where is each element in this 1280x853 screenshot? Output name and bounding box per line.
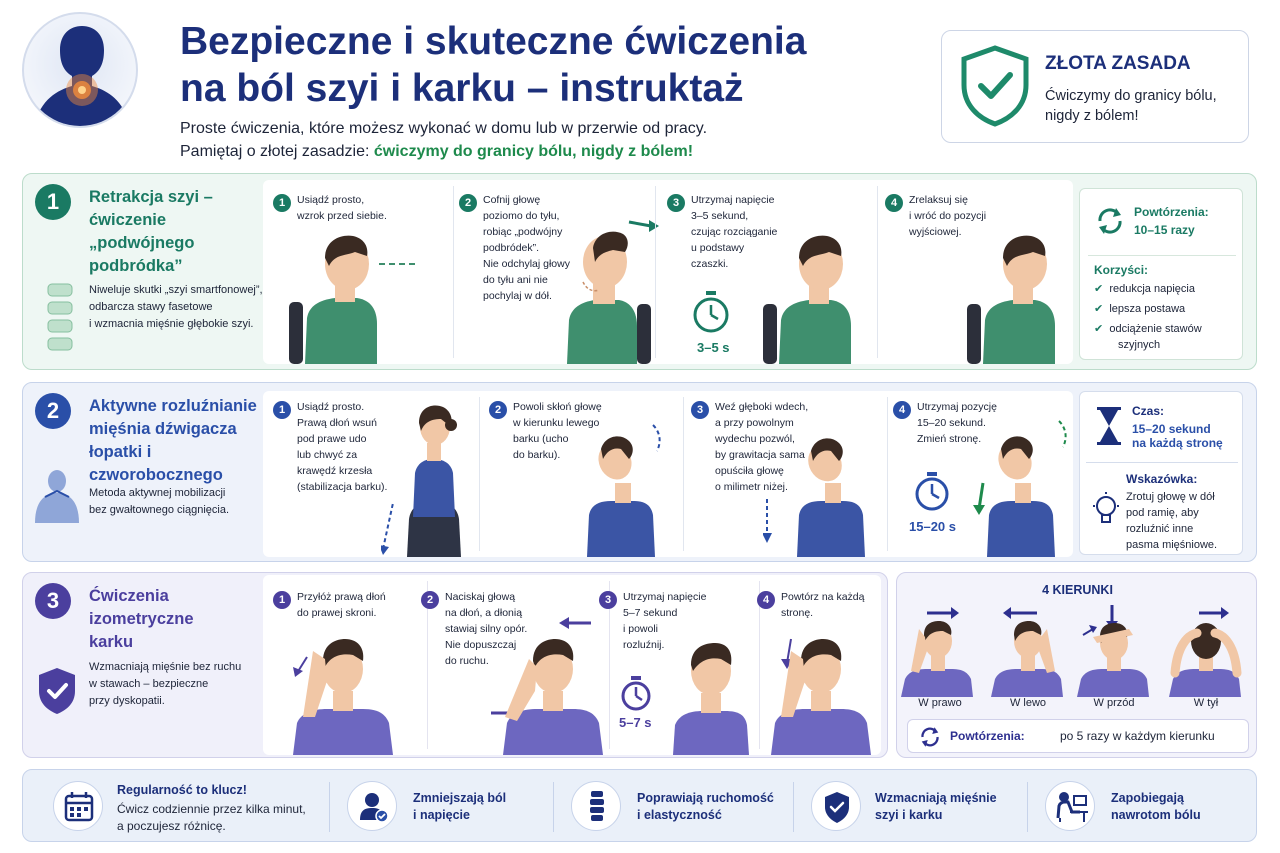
direction-left-figure: [991, 607, 1063, 697]
section-title: Retrakcja szyi – ćwiczenie „podwójnego podbródka”: [89, 188, 213, 275]
timer-label: 3–5 s: [697, 340, 730, 355]
subtitle: Proste ćwiczenia, które możesz wykonać w domu lub w przerwie od pracy.: [180, 120, 708, 137]
section-title: Aktywne rozluźnianie mięśnia dźwigacza łopatki i czworobocznego: [89, 397, 257, 484]
four-directions-card: [896, 572, 1257, 758]
timer-label: 5–7 s: [619, 715, 652, 730]
benefit-item: ✔ redukcja napięcia: [1094, 283, 1195, 295]
golden-rule-reminder: Pamiętaj o złotej zasadzie: ćwiczymy do granicy bólu, nigdy z bólem!: [180, 143, 694, 160]
calendar-icon: [53, 781, 103, 831]
direction-label-left: W lewo: [1009, 697, 1047, 709]
head-tilt-left-figure: [563, 419, 673, 557]
spine-icon: [45, 282, 75, 354]
step-text: Utrzymaj napięcie 5–7 sekund i powoli rozluźnij.: [623, 591, 707, 651]
lightbulb-icon: [1092, 492, 1120, 528]
stopwatch-icon: [691, 290, 731, 334]
direction-back-figure: [1169, 607, 1241, 697]
neck-pain-illustration: [22, 12, 138, 128]
footer-text: Zmniejszają ból i napięcie: [413, 791, 507, 822]
footer-title: Regularność to klucz!: [117, 783, 247, 797]
step-number: 3: [691, 401, 709, 419]
relaxed-man-figure: [659, 635, 755, 755]
spine-icon: [571, 781, 621, 831]
time-tip-box: [1079, 391, 1243, 555]
section-isometric-exercises: [22, 572, 888, 758]
step-number: 2: [489, 401, 507, 419]
directions-figures: [897, 603, 1258, 697]
section-title: Ćwiczenia izometryczne karku: [89, 587, 194, 651]
steps-panel: [263, 180, 1073, 364]
benefit-item-continued: szyjnych: [1118, 339, 1161, 351]
shoulders-icon: [33, 467, 81, 523]
step-text: Zrelaksuj się i wróć do pozycji wyjściowej.: [909, 194, 987, 238]
person-check-icon: [347, 781, 397, 831]
section-description: Metoda aktywnej mobilizacji bez gwałtownego ciągnięcia.: [89, 487, 230, 516]
head-tilt-gravity-figure: [763, 419, 883, 557]
sitting-man-hold-figure: [759, 214, 879, 364]
golden-rule-text: Ćwiczymy do granicy bólu, nigdy z bólem!: [1045, 88, 1217, 124]
step-number: 4: [885, 194, 903, 212]
step-number: 3: [599, 591, 617, 609]
footer-text: Poprawiają ruchomość i elastyczność: [637, 791, 774, 822]
step-text: Utrzymaj napięcie 3–5 sekund, czując rozciąganie u podstawy czaszki.: [691, 194, 778, 270]
step-number: 3: [667, 194, 685, 212]
direction-label-right: W prawo: [918, 697, 962, 709]
direction-label-forward: W przód: [1093, 697, 1135, 709]
time-value: 15–20 sekund na każdą stronę: [1132, 422, 1223, 450]
time-label: Czas:: [1132, 404, 1165, 418]
step-number: 1: [273, 591, 291, 609]
step-text: Przyłóż prawą dłoń do prawej skroni.: [297, 591, 386, 619]
sitting-man-side-figure: [283, 226, 423, 364]
direction-right-figure: [901, 607, 973, 697]
step-text: Weź głęboki wdech, a przy powolnym wydechu pozwól, by grawitacja sama opuściła głowę o milimetr niżej.: [715, 401, 809, 493]
section-neck-retraction: [22, 173, 1257, 370]
repeat-icon: [1094, 205, 1126, 237]
direction-forward-figure: [1077, 605, 1149, 697]
section-description: Wzmacniają mięśnie bez ruchu w stawach – bezpieczne przy dyskopatii.: [89, 661, 242, 707]
step-number: 4: [893, 401, 911, 419]
direction-label-back: W tył: [1193, 697, 1219, 709]
check-icon: ✔: [1094, 303, 1104, 315]
head-press-figure: [473, 611, 613, 755]
footer-text: Ćwicz codziennie przez kilka minut, a poczujesz różnicę.: [117, 802, 306, 833]
hourglass-icon: [1096, 406, 1122, 446]
step-text: Usiądź prosto. Prawą dłoń wsuń pod prawe udo lub chwyć za krawędź krzesła (stabilizacja barku).: [297, 401, 388, 493]
directions-title: 4 KIERUNKI: [1042, 583, 1113, 597]
tip-label: Wskazówka:: [1126, 472, 1198, 486]
hand-to-temple-figure: [283, 629, 403, 755]
stopwatch-icon: [913, 471, 951, 511]
tip-text: Zrotuj głowę w dół pod ramię, aby rozluźnić inne pasma mięśniowe.: [1126, 491, 1218, 551]
check-icon: ✔: [1094, 283, 1104, 295]
steps-panel: [263, 391, 1073, 557]
reps-label: Powtórzenia:: [1134, 205, 1209, 219]
section-number: 1: [35, 184, 71, 220]
stopwatch-icon: [619, 675, 653, 711]
repeat-side-figure: [761, 629, 879, 755]
desk-worker-icon: [1045, 781, 1095, 831]
reps-label: Powtórzenia:: [950, 729, 1025, 743]
seated-woman-figure: [381, 399, 477, 557]
benefit-item: ✔ odciążenie stawów: [1094, 323, 1202, 335]
repeat-icon: [918, 725, 942, 749]
directions-reps-bar: [907, 719, 1249, 753]
reps-value: 10–15 razy: [1134, 223, 1195, 237]
step-number: 1: [273, 401, 291, 419]
step-text: Usiądź prosto, wzrok przed siebie.: [297, 194, 387, 222]
sitting-man-relax-figure: [963, 214, 1073, 364]
shield-check-icon: [37, 667, 77, 715]
section-levator-trapezius-release: [22, 382, 1257, 562]
timer-label: 15–20 s: [909, 519, 956, 534]
footer-text: Wzmacniają mięśnie szyi i karku: [875, 791, 997, 822]
reps-benefits-box: [1079, 188, 1243, 360]
steps-panel: [263, 575, 881, 755]
section-number: 3: [35, 583, 71, 619]
golden-rule-box: [941, 30, 1249, 143]
step-number: 1: [273, 194, 291, 212]
golden-rule-title: ZŁOTA ZASADA: [1045, 53, 1191, 74]
head-tilt-hold-figure: [963, 419, 1073, 557]
section-description: Niweluje skutki „szyi smartfonowej”, odbarcza stawy fasetowe i wzmacnia mięśnie głębokie szyi.: [89, 284, 263, 330]
footer-text: Zapobiegają nawrotom bólu: [1111, 791, 1201, 822]
step-text: Powtórz na każdą stronę.: [781, 591, 865, 619]
step-number: 4: [757, 591, 775, 609]
step-text: Naciskaj głową na dłoń, a dłonią stawiaj silny opór. Nie dopuszczaj do ruchu.: [445, 591, 528, 667]
shield-check-icon: [811, 781, 861, 831]
shield-check-icon: [960, 45, 1030, 127]
benefits-label: Korzyści:: [1094, 263, 1149, 277]
benefit-item: ✔ lepsza postawa: [1094, 303, 1186, 315]
step-text: Utrzymaj pozycję 15–20 sekund. Zmień stronę.: [917, 401, 997, 445]
reps-value: po 5 razy w każdym kierunku: [1060, 729, 1215, 743]
step-number: 2: [459, 194, 477, 212]
step-text: Cofnij głowę poziomo do tyłu, robiąc „podwójny podbródek”. Nie odchylaj głowy do tyłu ani nie pochylaj w dół.: [483, 194, 570, 302]
neck-pain-icon: [24, 14, 138, 128]
check-icon: ✔: [1094, 323, 1104, 335]
step-number: 2: [421, 591, 439, 609]
page-title: Bezpieczne i skuteczne ćwiczenia na ból szyi i karku – instruktaż: [180, 20, 807, 110]
section-number: 2: [35, 393, 71, 429]
chin-tuck-figure: [563, 208, 663, 364]
step-text: Powoli skłoń głowę w kierunku lewego barku (ucho do barku).: [513, 401, 602, 461]
footer-benefits: [22, 769, 1257, 842]
